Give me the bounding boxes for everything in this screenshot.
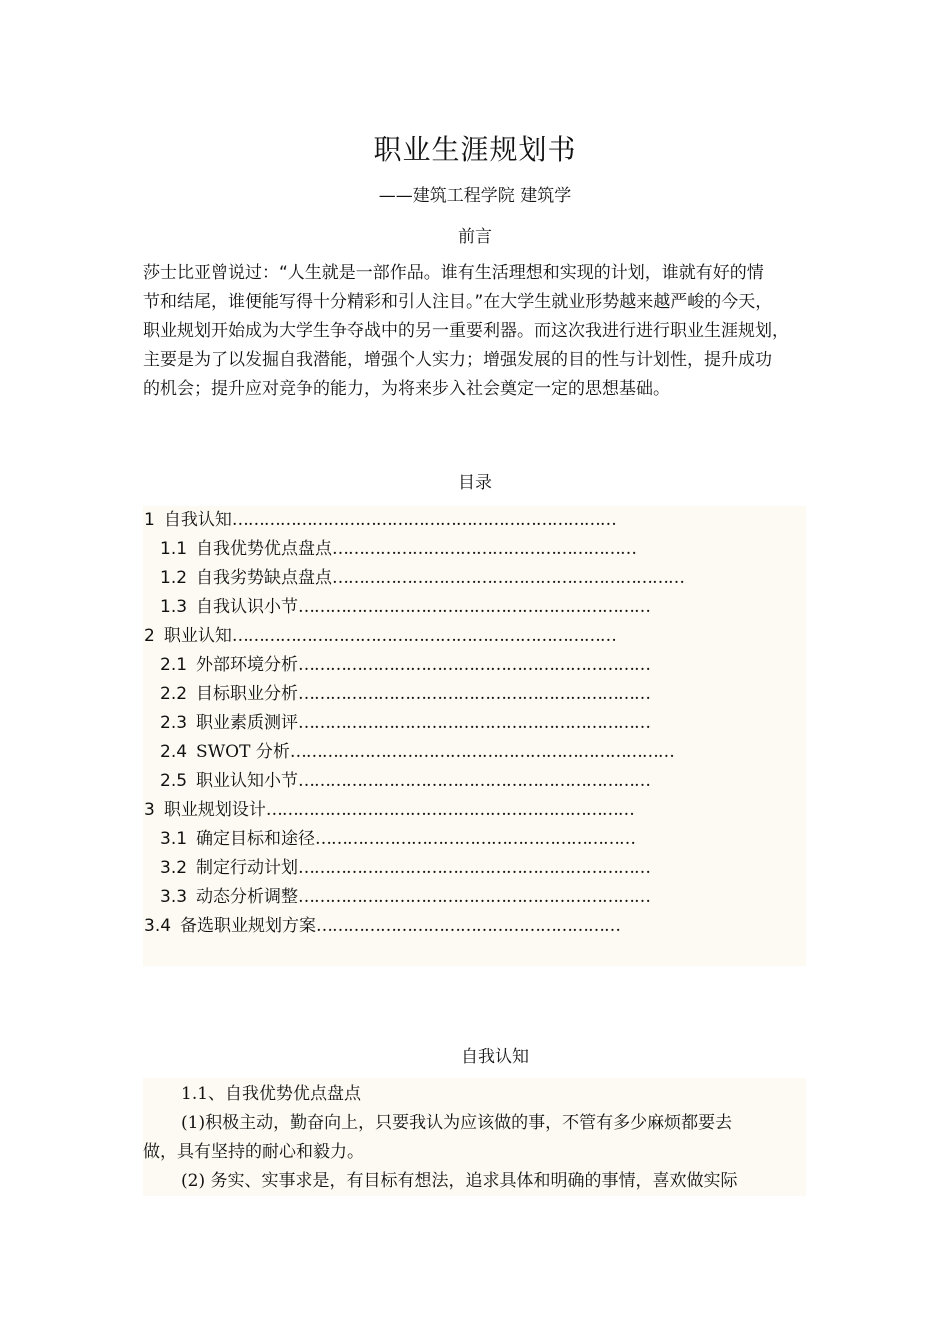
toc-entry-number: 2.4: [160, 742, 188, 762]
toc-entry[interactable]: [143, 535, 806, 564]
toc-entry-number: 3.3: [160, 887, 188, 907]
toc-entry[interactable]: [143, 506, 806, 535]
toc-entry[interactable]: [143, 622, 806, 651]
toc-entry-title: 职业素质测评: [196, 713, 299, 733]
toc-entry-leader: …………………………………………………………: [298, 771, 651, 791]
toc-entry-leader: …………………………………………………………: [298, 887, 651, 907]
toc-entry[interactable]: [143, 651, 806, 680]
toc-entry[interactable]: [143, 854, 806, 883]
toc-entry-title: 自我优势优点盘点: [196, 539, 333, 559]
toc-entry-leader: …………………………………………………: [316, 916, 621, 936]
toc-entry-number: 3: [144, 800, 155, 820]
toc-entry-title: SWOT 分析: [196, 742, 290, 762]
toc-entry-number: 1: [144, 510, 155, 530]
toc-entry[interactable]: [143, 883, 806, 912]
document-title: 职业生涯规划书: [373, 133, 577, 166]
toc-entry-title: 目标职业分析: [196, 684, 299, 704]
toc-entry-number: 3.1: [160, 829, 188, 849]
section-subheading: 1.1、自我优势优点盘点: [181, 1084, 362, 1104]
toc-entry-leader: ……………………………………………………: [315, 829, 636, 849]
toc-entry-title: 职业认知: [163, 626, 232, 646]
document-subtitle: ——建筑工程学院 建筑学: [378, 186, 572, 206]
toc-entry-number: 2.2: [160, 684, 188, 704]
toc-entry-title: 职业认知小节: [196, 771, 299, 791]
preface-line: 的机会；提升应对竞争的能力，为将来步入社会奠定一定的思想基础。: [143, 379, 670, 399]
toc-entry-leader: ……………………………………………………………: [265, 800, 634, 820]
toc-entry-leader: …………………………………………………………: [332, 568, 685, 588]
toc-entry-leader: …………………………………………………: [332, 539, 637, 559]
toc-entry-leader: ………………………………………………………………: [231, 510, 616, 530]
section-line: (1)积极主动，勤奋向上，只要我认为应该做的事，不管有多少麻烦都要去: [181, 1113, 733, 1133]
toc-entry[interactable]: [143, 738, 806, 767]
toc-entry-title: 外部环境分析: [196, 655, 299, 675]
preface-line: 主要是为了以发掘自我潜能，增强个人实力；增强发展的目的性与计划性，提升成功: [143, 350, 772, 370]
preface-heading: 前言: [458, 227, 492, 247]
toc-entry-title: 自我认识小节: [196, 597, 299, 617]
toc-entry-title: 自我劣势缺点盘点: [196, 568, 333, 588]
toc-entry-leader: …………………………………………………………: [298, 655, 651, 675]
toc-entry-number: 2.3: [160, 713, 188, 733]
preface-line: 职业规划开始成为大学生争夺战中的另一重要利器。而这次我进行进行职业生涯规划，: [143, 321, 789, 341]
toc-entry[interactable]: [143, 796, 806, 825]
section-line: (2) 务实、实事求是，有目标有想法，追求具体和明确的事情，喜欢做实际: [181, 1171, 738, 1191]
toc-entry-number: 2.1: [160, 655, 188, 675]
toc-entry-title: 动态分析调整: [196, 887, 299, 907]
preface-line: 节和结尾，谁便能写得十分精彩和引人注目。”在大学生就业形势越来越严峻的今天，: [143, 292, 773, 312]
toc-entry[interactable]: [143, 564, 806, 593]
toc-entry-number: 3.2: [160, 858, 188, 878]
toc-entry-number: 2: [144, 626, 155, 646]
toc-entry-title: 制定行动计划: [196, 858, 299, 878]
toc-entry-number: 1.2: [160, 568, 188, 588]
toc-entry-title: 职业规划设计: [163, 800, 266, 820]
section-heading: 自我认知: [461, 1047, 529, 1067]
toc-entry[interactable]: [143, 912, 806, 941]
toc-heading: 目录: [458, 473, 492, 493]
toc-entry-leader: …………………………………………………………: [298, 684, 651, 704]
toc-entry[interactable]: [143, 767, 806, 796]
table-of-contents: [143, 506, 806, 941]
toc-entry-leader: ………………………………………………………………: [231, 626, 616, 646]
toc-entry-number: 3.4: [144, 916, 172, 936]
toc-entry[interactable]: [143, 680, 806, 709]
toc-entry-number: 1.3: [160, 597, 188, 617]
toc-entry[interactable]: [143, 825, 806, 854]
toc-entry-title: 自我认知: [163, 510, 232, 530]
toc-entry-leader: …………………………………………………………: [298, 713, 651, 733]
section-body: [143, 1080, 806, 1196]
toc-entry[interactable]: [143, 709, 806, 738]
toc-entry[interactable]: [143, 593, 806, 622]
preface-line: 莎士比亚曾说过：“人生就是一部作品。谁有生活理想和实现的计划，谁就有好的情: [143, 263, 764, 283]
toc-entry-leader: …………………………………………………………: [298, 858, 651, 878]
preface-paragraph: [143, 259, 808, 404]
toc-entry-title: 确定目标和途径: [196, 829, 316, 849]
toc-entry-number: 1.1: [160, 539, 188, 559]
section-line: 做，具有坚持的耐心和毅力。: [143, 1142, 364, 1162]
toc-entry-title: 备选职业规划方案: [180, 916, 317, 936]
toc-entry-number: 2.5: [160, 771, 188, 791]
toc-entry-leader: …………………………………………………………: [298, 597, 651, 617]
toc-entry-leader: ………………………………………………………………: [289, 742, 674, 762]
